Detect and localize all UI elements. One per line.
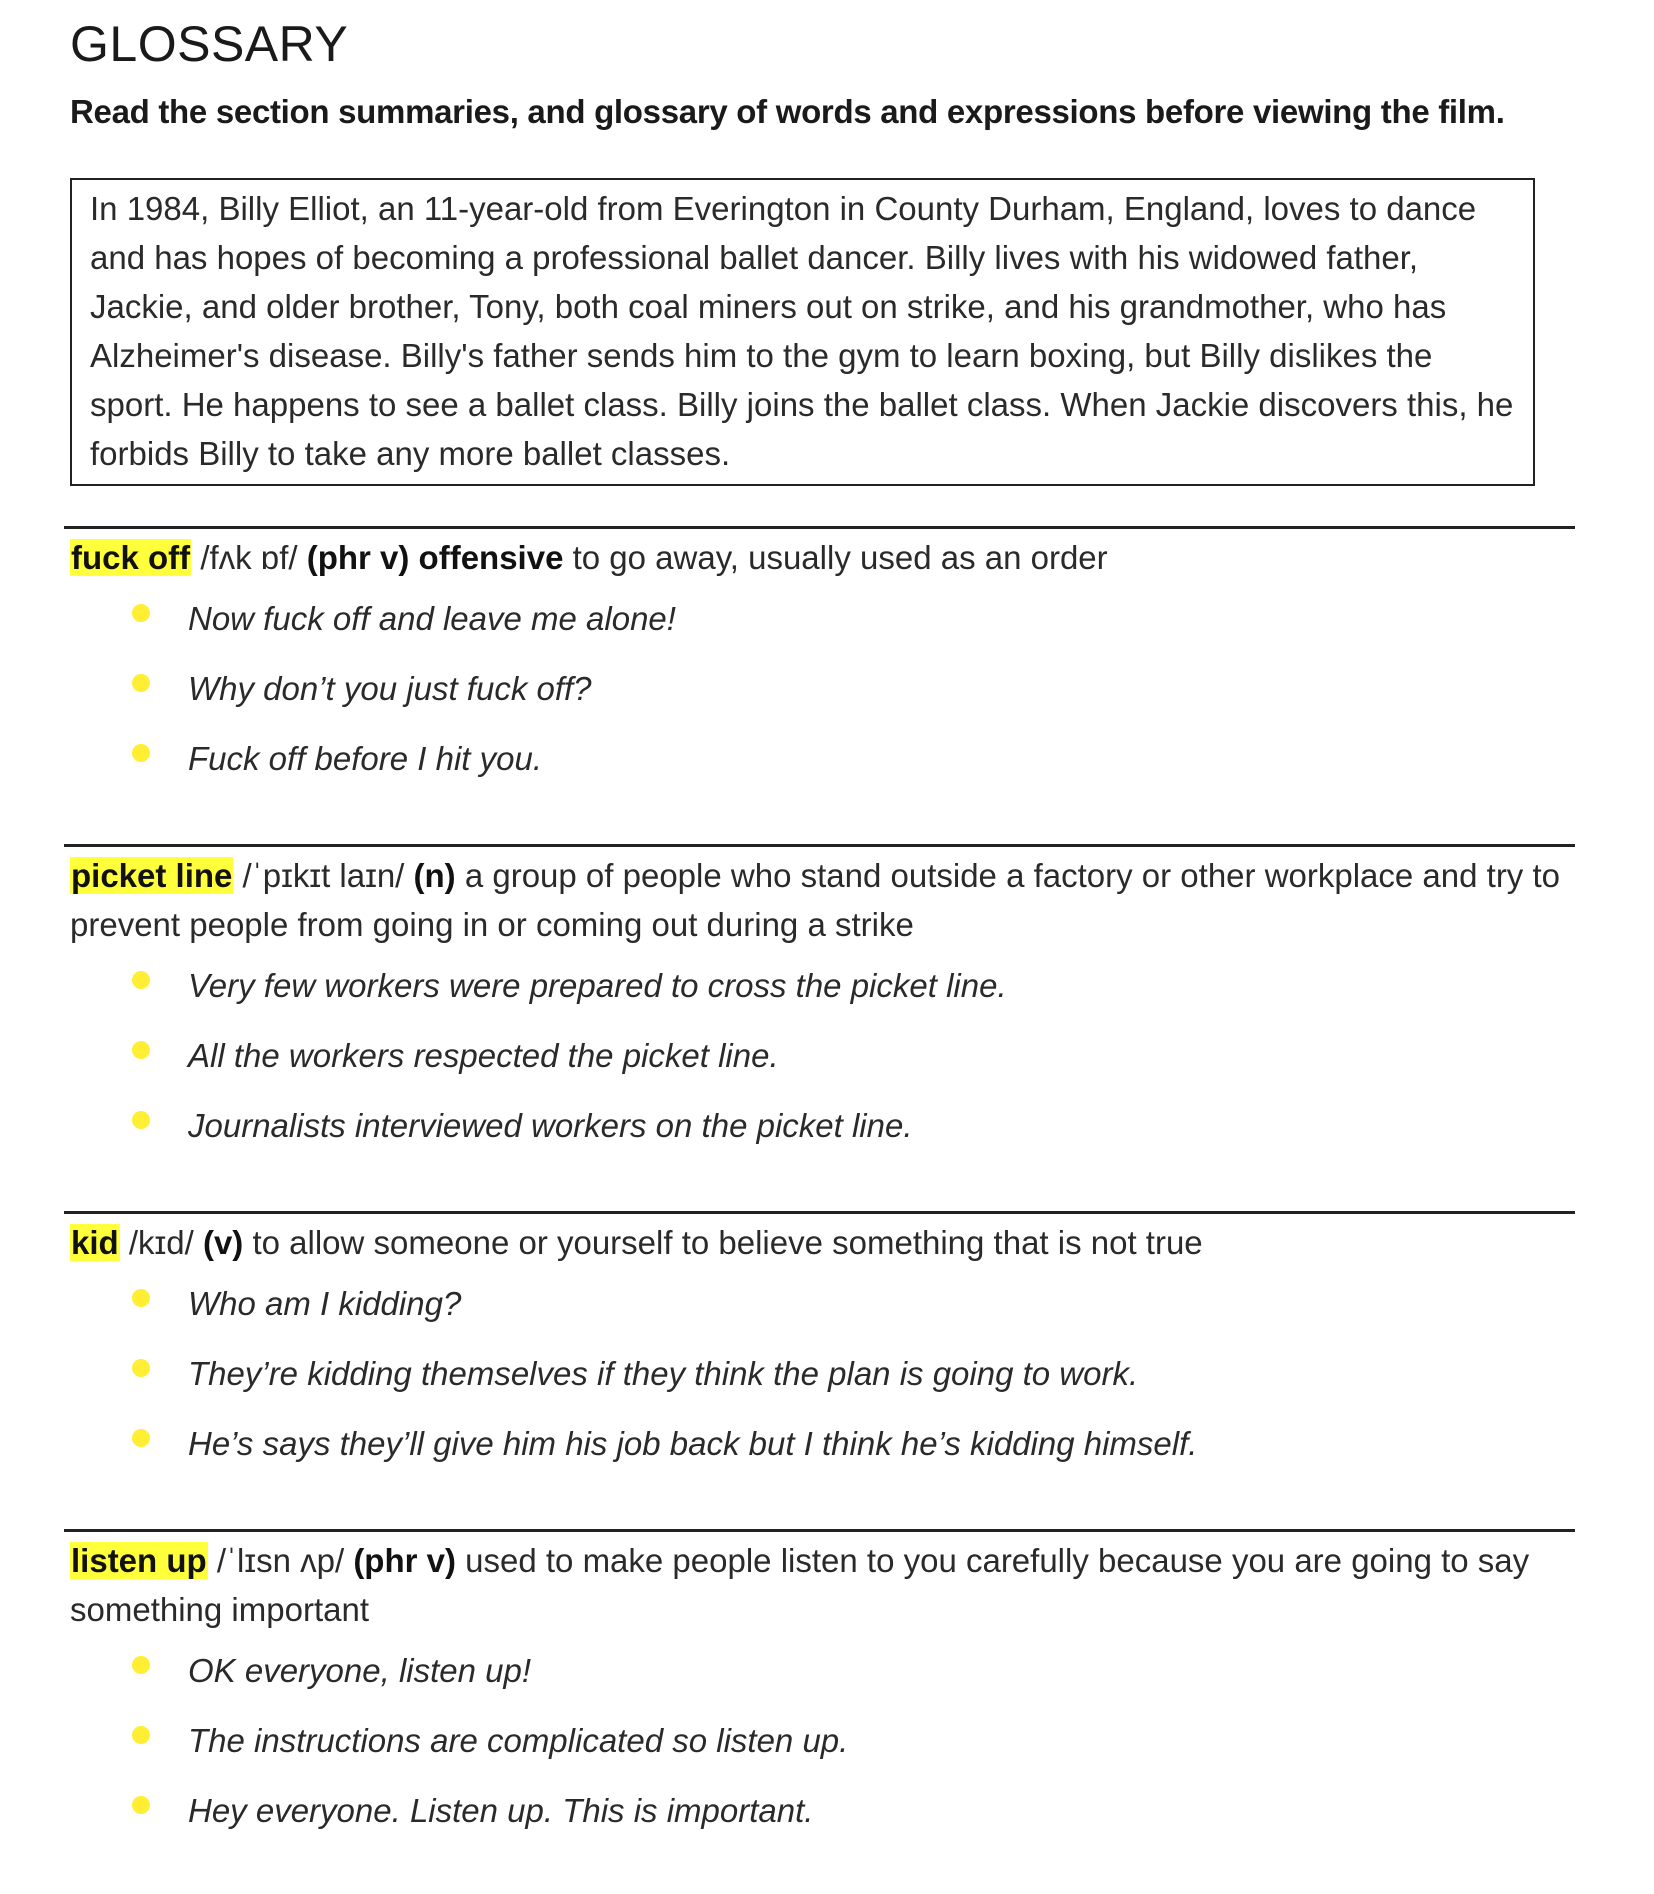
part-of-speech: (n) [413,857,456,894]
example-item [70,598,1575,668]
example-list [70,1283,1575,1493]
example-item [70,1353,1575,1423]
bullet-icon [132,1359,150,1377]
summary-text: In 1984, Billy Elliot, an 11-year-old from Everington in County Durham, England, loves to dance and has hopes of becoming a professional ballet dancer. Billy lives with his widowed father, Jackie, and older brother, Tony, both coal miners out on strike, and his grandmother, who has Alzheimer's disease. Billy's father sends him to the gym to learn boxing, but Billy dislikes the sport. He happens to see a ballet class. Billy joins the ballet class. When Jackie discovers this, he forbids Billy to take any more ballet classes. [90,190,1514,472]
part-of-speech: (v) [202,1224,244,1261]
example-text: He’s says they’ll give him his job back but I think he’s kidding himself. [188,1425,1198,1462]
example-item [70,1283,1575,1353]
headword: listen up [71,1542,207,1579]
entry-heading [70,1214,1575,1267]
pronunciation: /kɪd/ [119,1224,203,1261]
example-text: OK everyone, listen up! [188,1652,532,1689]
example-list [70,598,1575,808]
headword: fuck off [71,539,191,576]
bullet-icon [132,1796,150,1814]
example-item [70,668,1575,738]
register-label: offensive [409,539,564,576]
headword: kid [71,1224,119,1261]
bullet-icon [132,744,150,762]
definition: a group of people who stand outside a factory or other workplace and try to prevent people from going in or coming out during a strike [70,857,1560,943]
example-item [70,1790,1575,1860]
headword: picket line [71,857,233,894]
bullet-icon [132,1429,150,1447]
summary-box [70,178,1535,486]
example-text: Now fuck off and leave me alone! [188,600,676,637]
example-text: Very few workers were prepared to cross the picket line. [188,967,1007,1004]
glossary-entry-kid [64,1211,1575,1493]
definition: to allow someone or yourself to believe something that is not true [243,1224,1203,1261]
bullet-icon [132,1111,150,1129]
bullet-icon [132,1656,150,1674]
bullet-icon [132,1726,150,1744]
example-item [70,1720,1575,1790]
example-text: Who am I kidding? [188,1285,462,1322]
page-title: GLOSSARY [70,16,349,72]
part-of-speech: (phr v) [353,1542,456,1579]
instructions-text: Read the section summaries, and glossary of words and expressions before viewing the film. [70,93,1505,130]
part-of-speech: (phr v) [306,539,410,576]
definition: to go away, usually used as an order [563,539,1108,576]
bullet-icon [132,1289,150,1307]
glossary-page [70,0,1575,1860]
example-item [70,1650,1575,1720]
example-text: Fuck off before I hit you. [188,740,543,777]
glossary-entry-fuck-off [64,526,1575,808]
bullet-icon [132,604,150,622]
glossary-entry-listen-up [64,1529,1575,1860]
example-text: The instructions are complicated so listen up. [188,1722,849,1759]
example-text: Why don’t you just fuck off? [188,670,592,707]
example-text: Journalists interviewed workers on the picket line. [188,1107,913,1144]
example-list [70,1650,1575,1860]
example-list [70,965,1575,1175]
example-item [70,1035,1575,1105]
entry-heading [70,847,1575,949]
bullet-icon [132,674,150,692]
pronunciation: /ˈlɪsn ʌp/ [207,1542,354,1579]
example-item [70,738,1575,808]
example-text: All the workers respected the picket line. [188,1037,779,1074]
pronunciation: /fʌk ɒf/ [191,539,307,576]
example-item [70,1423,1575,1493]
entry-heading [70,529,1575,582]
bullet-icon [132,971,150,989]
entry-heading [70,1532,1575,1634]
glossary-entry-picket-line [64,844,1575,1175]
example-text: They’re kidding themselves if they think the plan is going to work. [188,1355,1139,1392]
example-text: Hey everyone. Listen up. This is important. [188,1792,814,1829]
bullet-icon [132,1041,150,1059]
definition: used to make people listen to you carefully because you are going to say something important [70,1542,1530,1628]
example-item [70,965,1575,1035]
pronunciation: /ˈpɪkɪt laɪn/ [233,857,414,894]
example-item [70,1105,1575,1175]
